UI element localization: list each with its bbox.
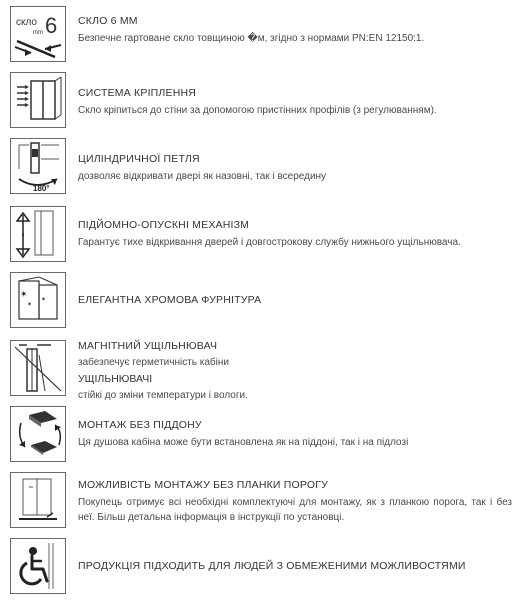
feature-title: МОНТАЖ БЕЗ ПІДДОНУ (78, 419, 202, 431)
hinge-180-icon (10, 138, 66, 194)
feature-description: Покупець отримує всі необхідні комплектуючі для монтажу, як з планкою порога, так і без неї. Більш детальна інформація в інструкції по установці. (78, 497, 512, 523)
magnetic-seal-icon (10, 340, 66, 396)
feature-description: Скло кріпиться до стіни за допомогою пристінних профілів (з регулюванням). (78, 105, 437, 116)
chrome-fittings-icon (10, 272, 66, 328)
feature-title: ЕЛЕГАНТНА ХРОМОВА ФУРНІТУРА (78, 294, 262, 306)
feature-description: Безпечне гартоване скло товщиною �м, згідно з нормами PN:EN 12150:1. (78, 33, 425, 44)
feature-description-2: стійкі до зміни температури і вологи. (78, 390, 248, 401)
feature-title: ЦИЛІНДРИЧНОЇ ПЕТЛЯ (78, 153, 200, 165)
glass-thickness-icon (10, 6, 66, 62)
feature-title: МАГНІТНИЙ УЩІЛЬНЮВАЧ (78, 340, 218, 352)
svg-text:6: 6 (45, 13, 58, 38)
feature-description: Ця душова кабіна може бути встановлена як на піддоні, так і на підлозі (78, 437, 409, 448)
feature-title: СИСТЕМА КРІПЛЕННЯ (78, 87, 197, 99)
feature-title: ПРОДУКЦІЯ ПІДХОДИТЬ ДЛЯ ЛЮДЕЙ З ОБМЕЖЕНИМИ МОЖЛИВОСТЯМИ (78, 560, 466, 572)
feature-title: МОЖЛИВІСТЬ МОНТАЖУ БЕЗ ПЛАНКИ ПОРОГУ (78, 479, 329, 491)
svg-text:180°: 180° (33, 184, 50, 193)
feature-description: дозволяє відкривати двері як назовні, так і всередину (78, 171, 327, 182)
no-threshold-icon (10, 472, 66, 528)
feature-title: СКЛО 6 ММ (78, 15, 138, 27)
mounting-profile-icon (10, 72, 66, 128)
svg-text:скло: скло (16, 17, 37, 28)
svg-text:mm: mm (33, 30, 43, 36)
feature-subtitle: УЩІЛЬНЮВАЧІ (78, 373, 153, 385)
feature-description: Гарантує тихе відкривання дверей і довгострокову службу нижнього ущільнювача. (78, 237, 461, 248)
svg-text:✶: ✶ (27, 302, 33, 308)
no-tray-mounting-icon (10, 406, 66, 462)
lift-mechanism-icon (10, 206, 66, 262)
wheelchair-accessible-icon (10, 538, 66, 594)
svg-text:✶: ✶ (41, 297, 47, 303)
svg-text:✶: ✶ (20, 289, 28, 299)
feature-title: ПІДЙОМНО-ОПУСКНІ МЕХАНІЗМ (78, 219, 250, 231)
feature-description: забезпечує герметичність кабіни (78, 357, 229, 368)
